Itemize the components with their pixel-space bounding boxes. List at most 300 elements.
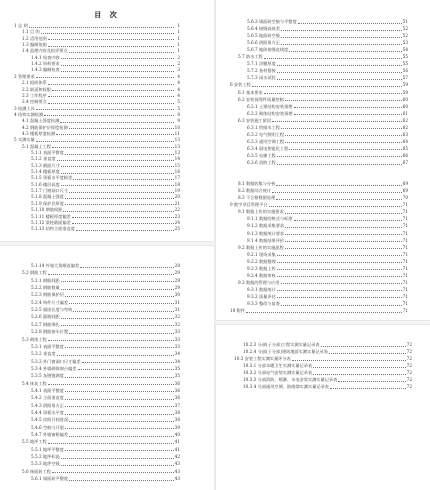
toc-entry-page-number: 1 xyxy=(177,48,180,54)
toc-entry-title: 9.2.3 数据上传 xyxy=(247,265,276,271)
toc-leader-dots xyxy=(285,131,402,136)
toc-entry-title: 5 实测实量 xyxy=(14,137,35,143)
toc-leader-dots xyxy=(61,61,174,66)
toc-leader-dots xyxy=(277,265,402,270)
toc-leader-dots xyxy=(65,200,174,205)
toc-leader-dots xyxy=(252,82,402,87)
toc-leader-dots xyxy=(48,92,174,97)
toc-entry[interactable] xyxy=(247,258,408,265)
toc-entry-title: 6.3.2 电气照明工程 xyxy=(247,131,285,137)
toc-entry[interactable] xyxy=(31,416,180,423)
toc-entry-page-number: 10 xyxy=(174,124,180,130)
toc-entry-title: 5.6.3 墙面砖空鼓与平整度 xyxy=(247,19,297,24)
toc-entry[interactable] xyxy=(247,265,408,272)
toc-entry-title: 9.3 数据的管理与应用 xyxy=(238,279,280,285)
toc-entry-page-number: 69 xyxy=(402,188,408,194)
toc-leader-dots xyxy=(294,216,402,221)
toc-entry[interactable] xyxy=(243,383,412,390)
toc-entry-title: 6.3.5 电梯工程 xyxy=(247,152,276,158)
toc-entry-page-number: 54 xyxy=(402,47,408,53)
toc-entry-title: 3 检测工具 xyxy=(14,105,35,111)
toc-entry-page-number: 63 xyxy=(402,131,408,137)
toc-entry[interactable] xyxy=(247,18,408,25)
toc-leader-dots xyxy=(69,299,174,304)
toc-entry[interactable] xyxy=(31,299,180,306)
toc-leader-dots xyxy=(285,138,402,143)
toc-entry-title: 9.3.3 整改与复查 xyxy=(247,301,280,306)
toc-entry-page-number: 33 xyxy=(174,343,180,349)
toc-entry-page-number: 8 xyxy=(177,111,180,117)
toc-entry[interactable] xyxy=(31,328,180,335)
toc-leader-dots xyxy=(61,285,174,290)
toc-entry-title: 2.3 工作程序 xyxy=(22,92,47,98)
toc-entry-title: 10.3.3 分部消防、喷淋、水电安装实测实量记录表 xyxy=(243,377,338,383)
toc-entry-title: 5.2.5 锚固长度与弯钩 xyxy=(31,307,73,313)
toc-leader-dots xyxy=(281,26,402,31)
toc-entry-title: 5.7 防水工程 xyxy=(238,54,263,60)
toc-leader-dots xyxy=(264,89,402,94)
toc-entry[interactable] xyxy=(31,358,180,365)
toc-entry[interactable] xyxy=(31,291,180,298)
toc-leader-dots xyxy=(277,258,402,263)
toc-entry-title: 9.1 数据上传的实施要求 xyxy=(238,209,284,215)
toc-leader-dots xyxy=(52,468,174,473)
toc-leader-dots xyxy=(277,286,402,291)
toc-entry[interactable] xyxy=(238,208,408,215)
toc-leader-dots xyxy=(61,454,174,459)
toc-leader-dots xyxy=(289,145,401,150)
toc-entry[interactable] xyxy=(31,343,180,350)
toc-entry[interactable] xyxy=(238,187,408,194)
toc-leader-dots xyxy=(61,162,174,167)
toc-leader-dots xyxy=(48,35,174,40)
toc-leader-dots xyxy=(330,384,406,389)
toc-leader-dots xyxy=(277,293,402,298)
toc-entry-page-number: 19 xyxy=(174,188,180,194)
toc-entry-title: 5.4.5 房间开间进深 xyxy=(31,417,69,423)
toc-entry[interactable] xyxy=(230,81,408,88)
toc-entry[interactable] xyxy=(247,215,408,222)
toc-entry-title: 5.4.7 外墙窗框偏差 xyxy=(31,432,69,438)
toc-entry[interactable] xyxy=(247,251,408,258)
toc-entry[interactable] xyxy=(230,201,408,208)
toc-title: 目 次 xyxy=(94,10,120,19)
toc-entry-page-number: 43 xyxy=(174,461,180,467)
toc-entry-page-number: 1 xyxy=(177,23,180,28)
toc-entry[interactable] xyxy=(243,376,412,383)
toc-entry[interactable] xyxy=(238,180,408,187)
toc-leader-dots xyxy=(277,251,402,256)
toc-leader-dots xyxy=(65,410,174,415)
toc-entry-page-number: 71 xyxy=(402,244,408,250)
toc-leader-dots xyxy=(313,363,406,368)
toc-page-bottom-left xyxy=(0,246,214,490)
toc-entry[interactable] xyxy=(247,152,408,159)
toc-entry[interactable] xyxy=(31,321,180,328)
toc-entry-title: 5.5.2 地坪标高 xyxy=(31,454,60,460)
toc-entry-page-number: 9 xyxy=(177,118,180,124)
toc-entry-title: 5.7.1 涂膜厚度 xyxy=(247,61,276,67)
toc-entry-page-number: 62 xyxy=(402,124,408,130)
toc-entry-page-number: 52 xyxy=(402,26,408,32)
toc-entry-page-number: 56 xyxy=(402,68,408,74)
toc-leader-dots xyxy=(292,356,406,361)
toc-entry-title: 5.3 砌体工程 xyxy=(22,336,47,342)
toc-leader-dots xyxy=(65,292,174,297)
toc-entry-page-number: 34 xyxy=(174,351,180,357)
toc-entry[interactable] xyxy=(247,237,408,244)
toc-entry-page-number: 67 xyxy=(402,160,408,165)
toc-entry-page-number: 13 xyxy=(174,137,180,143)
toc-entry-page-number: 66 xyxy=(402,152,408,158)
toc-leader-dots xyxy=(277,61,402,66)
toc-entry[interactable] xyxy=(31,387,180,394)
toc-entry-title: 9.1.4 数据结果评价 xyxy=(247,237,285,243)
toc-entry-title: 5.2.1 钢筋间距 xyxy=(31,277,60,283)
toc-entry[interactable] xyxy=(238,53,408,60)
toc-leader-dots xyxy=(29,23,174,28)
toc-page-top-left xyxy=(0,0,214,241)
toc-entry-title: 10.3.4 分部通风空调、防排烟实测实量记录表 xyxy=(243,384,329,390)
toc-entry[interactable] xyxy=(247,159,408,166)
toc-leader-dots xyxy=(65,424,174,429)
toc-entry-page-number: 43 xyxy=(174,476,180,482)
toc-entry-title: 9.2.1 现场采集 xyxy=(247,251,276,257)
toc-entry-title: 5.4.4 顶板水平度 xyxy=(31,410,64,415)
toc-entry[interactable] xyxy=(31,446,180,453)
toc-leader-dots xyxy=(73,307,173,312)
toc-entry[interactable] xyxy=(230,307,408,314)
toc-entry-title: 6.2.2 砌体结构安装预埋 xyxy=(247,110,293,116)
toc-entry-page-number: 29 xyxy=(174,285,180,291)
toc-entry-title: 5.2.2 钢筋数量 xyxy=(31,285,60,291)
toc-entry[interactable] xyxy=(243,362,412,369)
toc-leader-dots xyxy=(48,42,174,47)
toc-entry-title: 5.4 抹灰工程 xyxy=(22,380,47,386)
toc-leader-dots xyxy=(285,96,402,101)
toc-entry-page-number: 34 xyxy=(174,358,180,364)
toc-entry[interactable] xyxy=(238,89,408,96)
toc-entry[interactable] xyxy=(238,117,408,124)
toc-leader-dots xyxy=(48,439,174,444)
toc-entry-page-number: 32 xyxy=(174,314,180,320)
toc-leader-dots xyxy=(264,54,402,59)
toc-entry-page-number: 71 xyxy=(402,209,408,215)
toc-entry-title: 6.1 基本要求 xyxy=(238,89,263,95)
toc-entry[interactable] xyxy=(31,453,180,460)
toc-entry-page-number: 25 xyxy=(174,226,180,232)
toc-leader-dots xyxy=(69,432,174,437)
toc-entry-page-number: 71 xyxy=(402,251,408,257)
toc-entry-page-number: 1 xyxy=(177,35,180,41)
toc-entry-page-number: 17 xyxy=(174,175,180,181)
toc-leader-dots xyxy=(36,105,174,110)
toc-entry-title: 5.6.1 墙面砖平整度 xyxy=(31,476,69,482)
toc-entry-title: 2.1 组织体系 xyxy=(22,80,47,86)
toc-entry-page-number: 29 xyxy=(174,277,180,283)
toc-entry-title: 5.1.13 结构立面垂直度 xyxy=(31,226,75,232)
toc-entry[interactable] xyxy=(234,355,412,362)
toc-leader-dots xyxy=(36,137,174,142)
toc-leader-dots xyxy=(65,402,174,407)
toc-leader-dots xyxy=(65,150,174,155)
toc-page-top-right xyxy=(216,0,430,320)
toc-entry[interactable] xyxy=(22,336,180,343)
toc-entry[interactable] xyxy=(247,32,408,39)
toc-entry-title: 2.4 控制要点 xyxy=(22,99,47,105)
toc-entry-page-number: 4 xyxy=(177,86,180,92)
toc-entry-title: 5.2.3 钢筋保护层 xyxy=(31,292,64,298)
toc-leader-dots xyxy=(76,226,174,231)
toc-entry[interactable] xyxy=(247,138,408,145)
toc-entry-title: 9.2 数据上传的实施流程 xyxy=(238,244,284,250)
toc-entry[interactable] xyxy=(247,103,408,110)
toc-leader-dots xyxy=(65,373,174,378)
toc-leader-dots xyxy=(61,314,174,319)
toc-leader-dots xyxy=(48,270,174,275)
toc-entry[interactable] xyxy=(247,74,408,81)
toc-entry-page-number: 71 xyxy=(402,279,408,285)
toc-entry-title: 1.4 监理内容及检评要点 xyxy=(22,48,68,54)
toc-entry[interactable] xyxy=(247,67,408,74)
toc-entry-page-number: 31 xyxy=(174,307,180,313)
toc-entry-title: 6.3.1 给排水工程 xyxy=(247,124,280,130)
toc-entry-page-number: 21 xyxy=(174,200,180,206)
toc-entry[interactable] xyxy=(31,313,180,320)
toc-entry-page-number: 60 xyxy=(402,96,408,102)
toc-entry-title: 5.1.12 梁柱截面偏差 xyxy=(31,219,71,225)
toc-entry-title: 5.3.4 外墙砌体窗台偏差 xyxy=(31,365,77,371)
toc-leader-dots xyxy=(69,329,174,334)
toc-entry[interactable] xyxy=(243,348,412,355)
toc-entry[interactable] xyxy=(31,277,180,284)
toc-leader-dots xyxy=(73,175,173,180)
toc-entry-title: 8.3 不合格数据处理 xyxy=(238,195,276,201)
toc-leader-dots xyxy=(57,351,174,356)
toc-entry-title: 5.2 钢筋工程 xyxy=(22,270,47,276)
toc-leader-dots xyxy=(48,80,174,85)
toc-entry-page-number: 57 xyxy=(402,75,408,81)
toc-entry-title: 9 数字项目管理平台 xyxy=(230,202,268,208)
toc-entry[interactable] xyxy=(31,475,180,482)
toc-leader-dots xyxy=(36,73,174,78)
toc-entry[interactable] xyxy=(31,431,180,438)
toc-entry[interactable] xyxy=(31,372,180,379)
toc-entry-title: 5.1.7 门窗洞口尺寸 xyxy=(31,188,69,194)
toc-entry[interactable] xyxy=(238,244,408,251)
toc-leader-dots xyxy=(56,130,174,135)
toc-leader-dots xyxy=(69,476,174,481)
toc-entry[interactable] xyxy=(238,279,408,286)
toc-entry[interactable] xyxy=(31,394,180,401)
toc-entry-title: 10.3 安装工程实测实量评分表 xyxy=(234,356,291,362)
toc-entry-page-number: 72 xyxy=(406,384,412,390)
toc-entry-page-number: 30 xyxy=(174,292,180,298)
toc-leader-dots xyxy=(65,446,174,451)
toc-leader-dots xyxy=(69,188,174,193)
toc-leader-dots xyxy=(277,68,402,73)
toc-leader-dots xyxy=(272,117,402,122)
toc-entry[interactable] xyxy=(247,25,408,32)
toc-entry[interactable] xyxy=(247,110,408,117)
toc-entry[interactable] xyxy=(247,46,408,53)
toc-entry[interactable] xyxy=(31,284,180,291)
toc-entry-page-number: 2 xyxy=(177,54,180,60)
toc-entry-title: 5.2.4 构件尺寸偏差 xyxy=(31,299,69,305)
toc-entry-page-number: 43 xyxy=(174,468,180,474)
toc-entry-page-number: 71 xyxy=(402,216,408,222)
toc-entry-page-number: 55 xyxy=(402,54,408,60)
toc-entry-page-number: 23 xyxy=(174,213,180,219)
toc-entry[interactable] xyxy=(22,438,180,445)
toc-entry-title: 6.3.4 弱电智能化工程 xyxy=(247,145,289,151)
toc-entry-page-number: 35 xyxy=(174,373,180,379)
toc-entry[interactable] xyxy=(238,96,408,103)
toc-entry[interactable] xyxy=(31,409,180,416)
toc-entry-page-number: 33 xyxy=(174,336,180,342)
toc-entry-page-number: 4 xyxy=(177,80,180,86)
toc-entry-title: 5.1.5 顶板水平度极差 xyxy=(31,175,73,181)
toc-entry[interactable] xyxy=(247,222,408,229)
toc-leader-dots xyxy=(61,277,174,282)
toc-leader-dots xyxy=(294,110,402,115)
toc-entry[interactable] xyxy=(243,369,412,376)
toc-leader-dots xyxy=(276,181,401,186)
toc-entry-title: 4 结构实测检测 xyxy=(14,111,44,117)
toc-entry-title: 5.1.1 表面平整度 xyxy=(31,150,64,155)
toc-leader-dots xyxy=(48,99,174,104)
toc-leader-dots xyxy=(321,342,406,347)
toc-leader-dots xyxy=(329,349,406,354)
toc-entry[interactable] xyxy=(247,39,408,46)
toc-entry-page-number: 65 xyxy=(402,145,408,151)
toc-entry-page-number: 51 xyxy=(402,19,408,24)
toc-entry[interactable] xyxy=(31,262,180,269)
toc-entry-page-number: 29 xyxy=(174,270,180,276)
toc-entry-page-number: 4 xyxy=(177,73,180,79)
toc-entry-title: 5.3.3 外门窗洞口尺寸偏差 xyxy=(31,358,81,364)
toc-entry-page-number: 55 xyxy=(402,61,408,67)
toc-entry[interactable] xyxy=(31,350,180,357)
toc-entry[interactable] xyxy=(247,124,408,131)
toc-entry-page-number: 72 xyxy=(406,349,412,355)
toc-entry[interactable] xyxy=(247,145,408,152)
toc-leader-dots xyxy=(285,223,402,228)
toc-entry-page-number: 71 xyxy=(402,272,408,278)
toc-entry-page-number: 72 xyxy=(406,370,412,376)
toc-entry[interactable] xyxy=(22,380,180,387)
toc-entry-page-number: 2 xyxy=(177,61,180,67)
toc-entry[interactable] xyxy=(247,230,408,237)
toc-entry-page-number: 39 xyxy=(174,424,180,430)
toc-entry-page-number: 15 xyxy=(174,162,180,168)
toc-entry-page-number: 71 xyxy=(402,265,408,271)
toc-entry-page-number: 72 xyxy=(406,363,412,369)
toc-entry-title: 5.6.7 地砖接缝直线度 xyxy=(247,47,289,53)
toc-leader-dots xyxy=(72,213,174,218)
toc-leader-dots xyxy=(281,279,402,284)
toc-entry-page-number: 72 xyxy=(406,377,412,383)
toc-entry[interactable] xyxy=(247,286,408,293)
toc-entry[interactable] xyxy=(31,365,180,372)
toc-leader-dots xyxy=(289,47,401,52)
toc-entry-title: 4.2 钢筋保护层厚度检测 xyxy=(22,124,68,130)
toc-entry[interactable] xyxy=(31,424,180,431)
toc-entry-title: 9.2.4 数据审核 xyxy=(247,272,276,278)
toc-leader-dots xyxy=(82,358,174,363)
toc-entry-title: 5.1.10 钢筋间距 xyxy=(31,207,63,213)
toc-entry-title: 1.4.1 检查内容 xyxy=(31,54,60,60)
toc-leader-dots xyxy=(65,194,174,199)
toc-entry[interactable] xyxy=(238,194,408,201)
toc-entry-page-number: 72 xyxy=(406,342,412,347)
toc-entry[interactable] xyxy=(243,341,412,348)
toc-leader-dots xyxy=(338,377,405,382)
toc-leader-dots xyxy=(285,230,402,235)
toc-leader-dots xyxy=(281,301,402,306)
toc-leader-dots xyxy=(61,67,174,72)
toc-entry-page-number: 64 xyxy=(402,138,408,144)
toc-leader-dots xyxy=(285,237,402,242)
toc-entry[interactable] xyxy=(22,468,180,475)
toc-entry-page-number: 61 xyxy=(402,110,408,116)
toc-entry-page-number: 24 xyxy=(174,219,180,225)
toc-entry[interactable] xyxy=(247,60,408,67)
toc-entry-title: 5.4.1 表面平整度 xyxy=(31,387,64,393)
toc-leader-dots xyxy=(65,343,174,348)
toc-entry-page-number: 71 xyxy=(402,308,408,314)
toc-entry-title: 1.1 目 的 xyxy=(22,29,40,35)
toc-entry-title: 5.7.2 卷材搭接 xyxy=(247,68,276,74)
toc-entry-page-number: 41 xyxy=(174,439,180,445)
toc-entry-title: 5.1.6 楼层高度 xyxy=(31,181,60,187)
toc-entry-page-number: 59 xyxy=(402,89,408,95)
toc-entry[interactable] xyxy=(22,269,180,276)
toc-entry[interactable] xyxy=(247,293,408,300)
toc-entry-page-number: 40 xyxy=(174,432,180,438)
toc-entry[interactable] xyxy=(31,402,180,409)
toc-entry-title: 5.4.3 阴阳角方正 xyxy=(31,402,64,408)
toc-entry-title: 5.4.2 立面垂直度 xyxy=(31,395,64,401)
toc-leader-dots xyxy=(269,202,402,207)
toc-entry-title: 5.4.6 空鼓与开裂 xyxy=(31,424,64,430)
toc-entry[interactable] xyxy=(31,460,180,467)
toc-leader-dots xyxy=(61,181,174,186)
toc-entry[interactable] xyxy=(247,300,408,307)
toc-leader-dots xyxy=(246,308,402,313)
toc-leader-dots xyxy=(72,219,174,224)
toc-entry-title: 5.3.5 灰缝饱满度 xyxy=(31,373,64,379)
toc-entry-page-number: 16 xyxy=(174,169,180,175)
toc-entry-page-number: 5 xyxy=(177,99,180,105)
toc-leader-dots xyxy=(285,209,402,214)
toc-entry-title: 10 附件 xyxy=(230,308,246,314)
toc-entry-title: 1.3 编制依据 xyxy=(22,42,47,48)
toc-entry[interactable] xyxy=(31,225,180,232)
toc-leader-dots xyxy=(48,336,174,341)
toc-entry[interactable] xyxy=(247,272,408,279)
toc-entry-page-number: 69 xyxy=(402,181,408,187)
toc-entry-page-number: 5 xyxy=(177,105,180,111)
toc-entry-title: 1.4.2 资料要求 xyxy=(31,61,60,67)
toc-entry[interactable] xyxy=(247,131,408,138)
toc-leader-dots xyxy=(57,156,174,161)
toc-entry-page-number: 62 xyxy=(402,117,408,123)
toc-entry-page-number: 71 xyxy=(402,230,408,236)
toc-entry-title: 5.3.1 表面平整度 xyxy=(31,343,64,349)
toc-entry[interactable] xyxy=(31,306,180,313)
toc-entry-title: 6.2 安装预埋件质量控制 xyxy=(238,96,284,102)
